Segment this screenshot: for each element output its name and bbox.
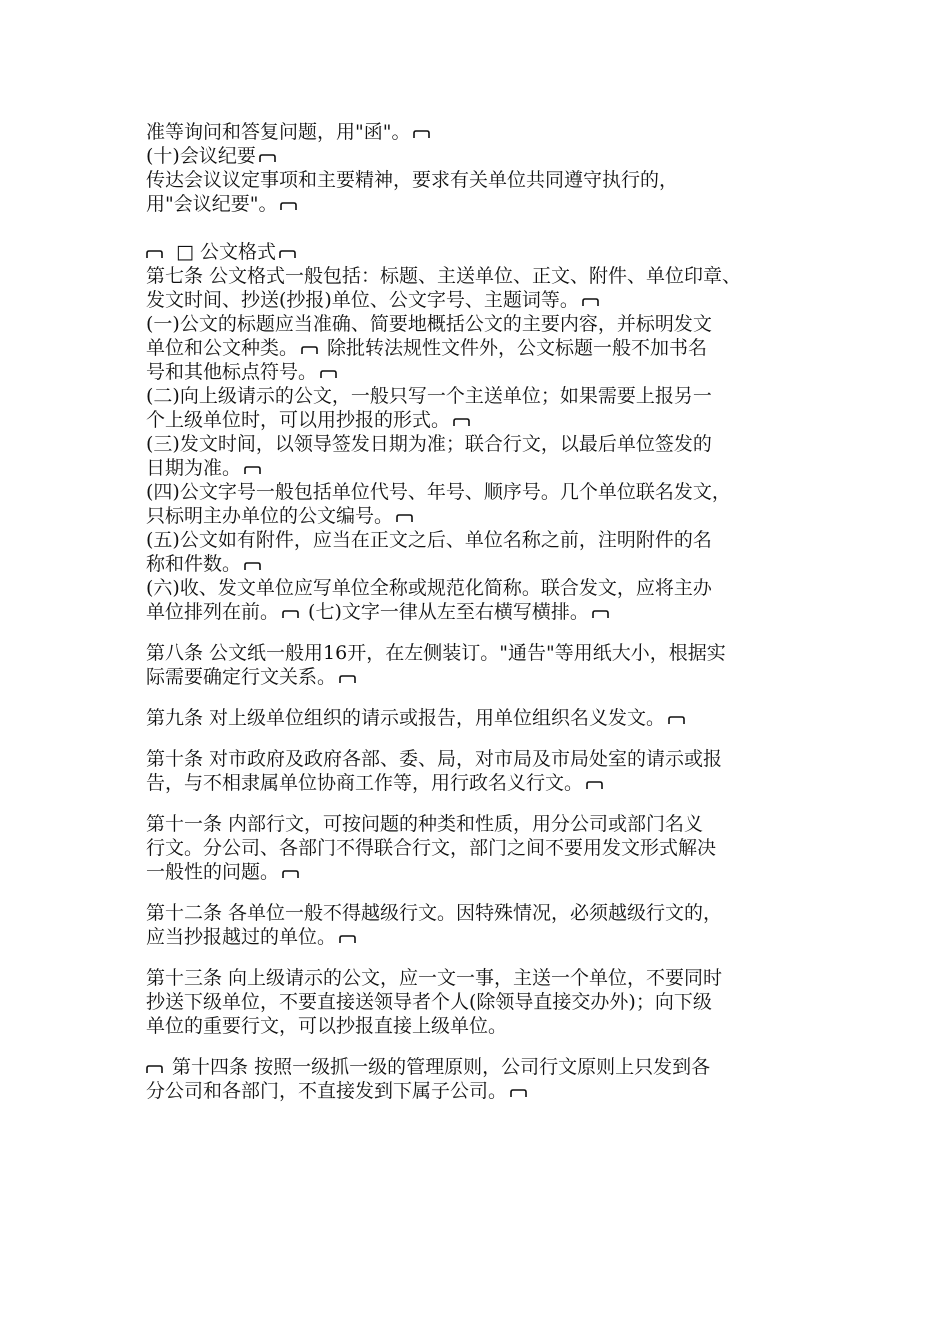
text-line — [146, 990, 818, 1014]
line-text: 用"会议纪要"。 — [146, 193, 278, 215]
line-text: 第七条 公文格式一般包括：标题、主送单位、正文、附件、单位印章、 — [146, 265, 742, 287]
empty-checkbox-icon: □ — [176, 241, 194, 263]
line-text: (十)会议纪要 — [146, 145, 256, 167]
text-line — [146, 336, 818, 360]
line-text: 公文格式 — [199, 241, 276, 263]
line-text: 际需要确定行文关系。 — [146, 666, 337, 688]
text-line — [146, 168, 818, 192]
line-text: 第十条 对市政府及政府各部、委、局，对市局及市局处室的请示或报 — [146, 748, 723, 770]
paragraph-mark-icon — [320, 370, 337, 379]
paragraph-mark-icon — [279, 250, 296, 259]
line-text: 分公司和各部门，不直接发到下属子公司。 — [146, 1080, 508, 1102]
paragraph-mark-icon — [339, 675, 356, 684]
line-text: (七)文字一律从左至右横写横排。 — [302, 601, 589, 623]
line-text: 应当抄报越过的单位。 — [146, 926, 337, 948]
line-text: 第九条 对上级单位组织的请示或报告，用单位组织名义发文。 — [146, 707, 666, 729]
text-line — [146, 901, 818, 925]
text-line — [146, 312, 818, 336]
line-text: 第八条 公文纸一般用16开，在左侧装订。"通告"等用纸大小，根据实 — [146, 642, 726, 664]
line-text: 第十四条 按照一级抓一级的管理原则，公司行文原则上只发到各 — [166, 1056, 711, 1078]
line-text: 日期为准。 — [146, 457, 242, 479]
paragraph-spacer — [146, 730, 818, 747]
text-line — [146, 504, 818, 528]
paragraph-mark-icon — [301, 346, 318, 355]
line-text: 发文时间、抄送(抄报)单位、公文字号、主题词等。 — [146, 289, 579, 311]
paragraph-mark-icon — [592, 610, 609, 619]
paragraph-spacer — [146, 1038, 818, 1055]
text-line — [146, 706, 818, 730]
line-text: 只标明主办单位的公文编号。 — [146, 505, 394, 527]
line-text: 一般性的问题。 — [146, 861, 280, 883]
line-text: 称和件数。 — [146, 553, 242, 575]
text-line — [146, 528, 818, 552]
paragraph-mark-icon — [282, 870, 299, 879]
text-line — [146, 120, 818, 144]
text-line — [146, 600, 818, 624]
line-text: 抄送下级单位，不要直接送领导者个人(除领导直接交办外)；向下级 — [146, 991, 712, 1013]
text-line — [146, 747, 818, 771]
line-text: 单位排列在前。 — [146, 601, 280, 623]
text-line — [146, 552, 818, 576]
line-text: 单位和公文种类。 — [146, 337, 299, 359]
line-text: 准等询问和答复问题，用"函"。 — [146, 121, 411, 143]
text-line — [146, 432, 818, 456]
text-line — [146, 408, 818, 432]
paragraph-mark-icon — [280, 202, 297, 211]
text-line — [146, 1014, 818, 1038]
paragraph-mark-icon — [259, 154, 276, 163]
line-text: 除批转法规性文件外，公文标题一般不加书名 — [321, 337, 708, 359]
paragraph-mark-icon — [282, 610, 299, 619]
text-line — [146, 1055, 818, 1079]
paragraph-mark-icon — [244, 562, 261, 571]
line-text: 第十二条 各单位一般不得越级行文。因特殊情况，必须越级行文的， — [146, 902, 723, 924]
paragraph-spacer — [146, 624, 818, 641]
paragraph-mark-icon — [244, 466, 261, 475]
text-line — [146, 665, 818, 689]
section-heading — [146, 240, 818, 264]
text-line — [146, 456, 818, 480]
text-line — [146, 384, 818, 408]
text-line — [146, 925, 818, 949]
text-line — [146, 860, 818, 884]
paragraph-spacer — [146, 949, 818, 966]
line-text: 第十三条 向上级请示的公文，应一文一事，主送一个单位，不要同时 — [146, 967, 723, 989]
line-text: (三)发文时间，以领导签发日期为准；联合行文，以最后单位签发的 — [146, 433, 712, 455]
paragraph-spacer — [146, 689, 818, 706]
text-line — [146, 812, 818, 836]
line-text: 第十一条 内部行文，可按问题的种类和性质，用分公司或部门名义 — [146, 813, 704, 835]
paragraph-mark-icon — [396, 514, 413, 523]
text-line — [146, 966, 818, 990]
paragraph-mark-icon — [413, 130, 430, 139]
line-text: 单位的重要行文，可以抄报直接上级单位。 — [146, 1015, 508, 1037]
paragraph-spacer — [146, 884, 818, 901]
text-line — [146, 360, 818, 384]
document-body — [146, 120, 818, 1103]
line-text: (六)收、发文单位应写单位全称或规范化简称。联合发文，应将主办 — [146, 577, 712, 599]
text-line — [146, 576, 818, 600]
paragraph-mark-icon — [586, 781, 603, 790]
text-line — [146, 1079, 818, 1103]
line-text: (四)公文字号一般包括单位代号、年号、顺序号。几个单位联名发文， — [146, 481, 731, 503]
paragraph-mark-icon — [582, 298, 599, 307]
line-text: 个上级单位时，可以用抄报的形式。 — [146, 409, 451, 431]
paragraph-spacer — [146, 795, 818, 812]
line-text: (一)公文的标题应当准确、简要地概括公文的主要内容，并标明发文 — [146, 313, 712, 335]
text-line — [146, 836, 818, 860]
paragraph-mark-icon — [146, 250, 163, 259]
paragraph-mark-icon — [146, 1065, 163, 1074]
line-text: 号和其他标点符号。 — [146, 361, 318, 383]
line-text: 告，与不相隶属单位协商工作等，用行政名义行文。 — [146, 772, 584, 794]
line-text: 行文。分公司、各部门不得联合行文，部门之间不要用发文形式解决 — [146, 837, 717, 859]
paragraph-mark-icon — [453, 418, 470, 427]
text-line — [146, 192, 818, 216]
blank-line — [146, 216, 818, 240]
text-line — [146, 264, 818, 288]
text-line — [146, 288, 818, 312]
text-line — [146, 480, 818, 504]
paragraph-mark-icon — [339, 935, 356, 944]
line-text: (五)公文如有附件，应当在正文之后、单位名称之前，注明附件的名 — [146, 529, 712, 551]
paragraph-mark-icon — [668, 716, 685, 725]
text-line — [146, 641, 818, 665]
section-heading — [146, 144, 818, 168]
line-text: (二)向上级请示的公文，一般只写一个主送单位；如果需要上报另一 — [146, 385, 712, 407]
text-line — [146, 771, 818, 795]
line-text: 传达会议议定事项和主要精神，要求有关单位共同遵守执行的， — [146, 169, 679, 191]
paragraph-mark-icon — [510, 1089, 527, 1098]
